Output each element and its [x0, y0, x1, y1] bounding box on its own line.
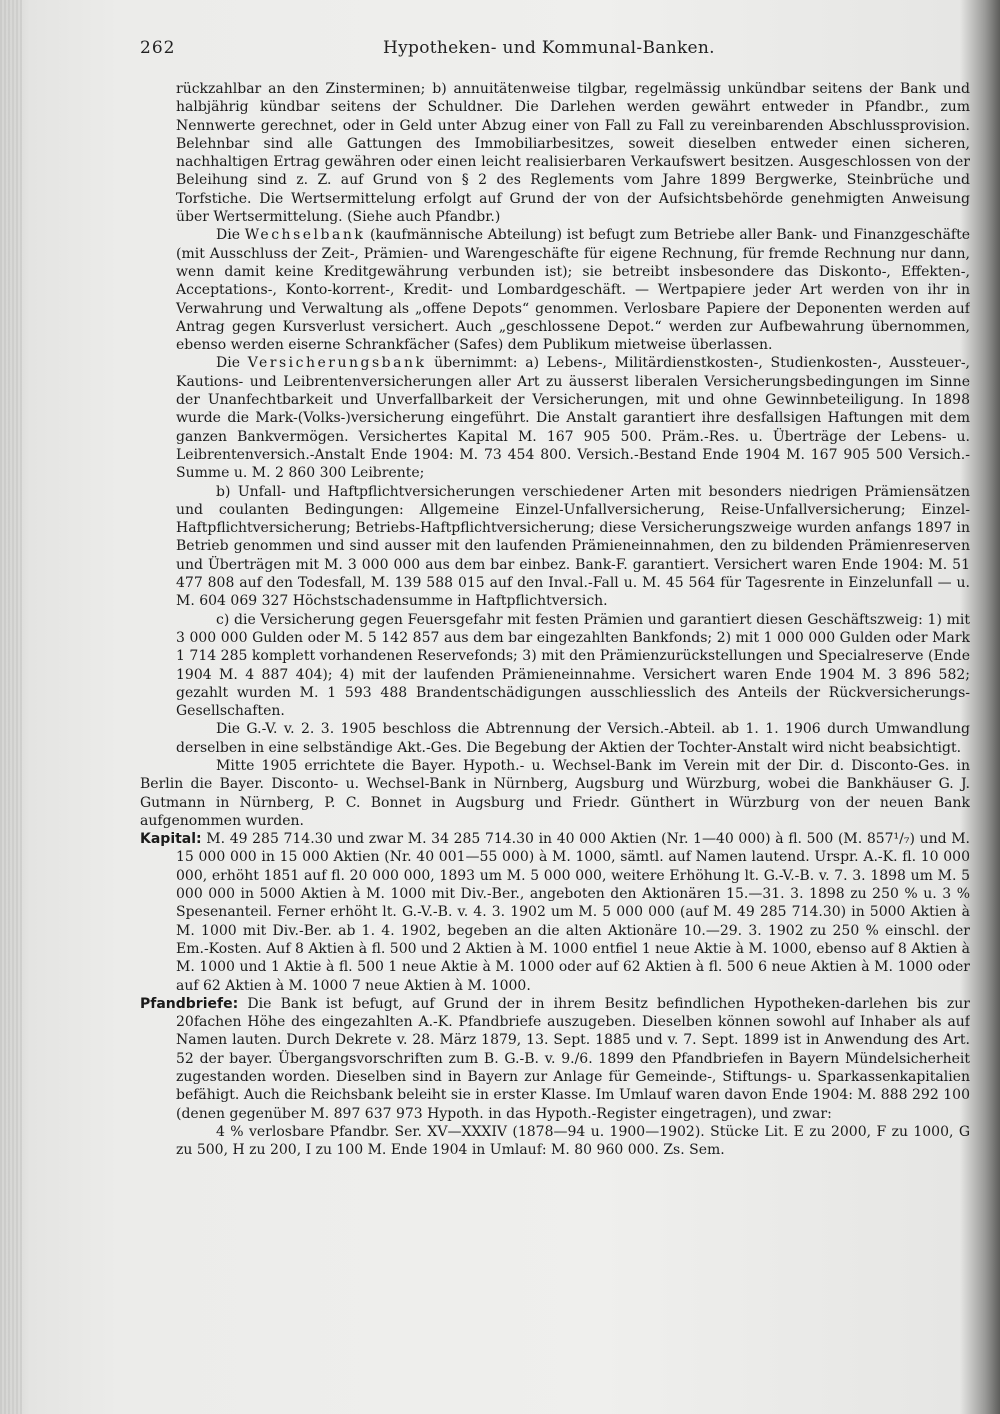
paragraph-feuer [140, 611, 970, 721]
paragraph-text: (kaufmännische Abteilung) ist befugt zum Betriebe aller Bank- und Finanzgeschäfte (mit Ausschluss der Zeit-, Prämien- und Warengeschäfte für eigene Rechnung, für fremde Rechnung nur dann, wenn damit keine Kreditgewährung verbunden ist); sie betreibt insbesondere das Diskonto-, Effekten-, Acceptations-, Konto-korrent-, Kredit- und Lombardgeschäft. — Wertpapiere jeder Art werden von ihr in Verwahrung und Verwaltung als „offene Depots“ genommen. Verlosbare Papiere der Deponenten werden auf Antrag gegen Kursverlust versichert. Auch „geschlossene Depot.“ werden zur Aufbewahrung übernommen, ebenso werden eiserne Schrankfächer (Safes) dem Publikum mietweise überlassen. [176, 227, 970, 354]
paragraph-text: rückzahlbar an den Zinsterminen; b) annuitätenweise tilgbar, regelmässig unkündbar seitens der Bank und halbjährig kündbar seitens der Schuldner. Die Darlehen werden gewährt entweder in Pfandbr., zum Nennwerte gerechnet, oder in Geld unter Abzug einer von Fall zu Fall zu vereinbarenden Abschlussprovision. Belehnbar sind alle Gattungen des Immobiliarbesitzes, soweit dieselben entweder einen sicheren, nachhaltigen Ertrag gewähren oder einen leicht realisierbaren Verkaufswert besitzen. Ausgeschlossen von der Beleihung sind z. Z. auf Grund von § 2 des Reglements vom Jahre 1899 Bergwerke, Steinbrüche und Torfstiche. Die Wertsermittelung erfolgt auf Grund der von der Aufsichtsbehörde genehmigten Anweisung über Wertsermittelung. (Siehe auch Pfandbr.) [176, 81, 970, 226]
section-heading-pfandbriefe: Pfandbriefe: [140, 995, 239, 1012]
paragraph-text: Die Bank ist befugt, auf Grund der in ihrem Besitz befindlichen Hypotheken-darlehen bis zur 20fachen Höhe des eingezahlten A.-K. Pfandbriefe auszugeben. Dieselben können sowohl auf Inhaber als auf Namen lauten. Durch Dekrete v. 28. März 1879, 13. Sept. 1885 und v. 7. Sept. 1899 ist in Anwendung des Art. 52 der bayer. Übergangsvorschriften zum B. G.-B. v. 9./6. 1899 den Pfandbriefen in Bayern Mündelsicherheit zugestanden worden. Dieselben sind in Bayern zur Anlage für Gemeinde-, Stiftungs- u. Sparkassenkapitalien befähigt. Auch die Reichsbank beleiht sie in erster Klasse. Im Umlauf waren davon Ende 1904: M. 888 292 100 (denen gegenüber M. 897 637 973 Hypoth. in das Hypoth.-Register eingetragen), und zwar: [176, 995, 970, 1122]
paragraph-versicherungsbank [140, 354, 970, 482]
spaced-term: Versicherungsbank [247, 355, 427, 372]
paragraph-lead: Die [216, 227, 245, 244]
paragraph-lead: Die [216, 355, 248, 372]
paragraph-disconto [140, 757, 970, 830]
paragraph-text: M. 49 285 714.30 und zwar M. 34 285 714.30 in 40 000 Aktien (Nr. 1—40 000) à fl. 500 (M. 857¹/₇) und M. 15 000 000 in 15 000 Aktien (Nr. 40 001—55 000) à M. 1000, sämtl. auf Namen lautend. Urspr. A.-K. fl. 10 000 000, erhöht 1851 auf fl. 20 000 000, 1893 um M. 5 000 000, weitere Erhöhung lt. G.-V.-B. v. 7. 3. 1898 um M. 5 000 000 in 5000 Aktien à M. 1000 mit Div.-Ber., angeboten den Aktionären 15.—31. 3. 1898 zu 250 % u. 3 % Spesenanteil. Ferner erhöht lt. G.-V.-B. v. 4. 3. 1902 um M. 5 000 000 (auf M. 49 285 714.30) in 5000 Aktien à M. 1000 mit Div.-Ber. ab 1. 4. 1902, begeben an die alten Aktionäre 10.—29. 3. 1902 zu 250 % einschl. der Em.-Kosten. Auf 8 Aktien à fl. 500 und 2 Aktien à M. 1000 entfiel 1 neue Aktie à M. 1000, ebenso auf 8 Aktien à M. 1000 und 1 Aktie à fl. 500 1 neue Aktie à M. 1000 oder auf 62 Aktien à fl. 500 6 neue Aktien à M. 1000 oder auf 62 Aktien à M. 1000 7 neue Aktien à M. 1000. [176, 831, 970, 994]
paragraph-text: übernimmt: a) Lebens-, Militärdienstkosten-, Studienkosten-, Aussteuer-, Kautions- und Leibrentenversicherungen aller Art zu äusserst liberalen Versicherungsbedingungen im Sinne der Unanfechtbarkeit und Unverfallbarkeit der Versicherungen, mit und ohne Gewinnbeteiligung. In 1898 wurde die Mark-(Volks-)versicherung eingeführt. Die Anstalt garantiert ihre desfallsigen Haftungen mit dem ganzen Bankvermögen. Versichertes Kapital M. 167 905 500. Präm.-Res. u. Überträge der Lebens- u. Leibrentenversich.-Anstalt Ende 1904: M. 73 454 800. Versich.-Bestand Ende 1904 M. 167 905 500 Versich.-Summe u. M. 2 860 300 Leibrente; [176, 355, 970, 482]
body-text [140, 80, 970, 1400]
section-heading-kapital: Kapital: [140, 831, 202, 848]
paragraph-wechselbank [140, 226, 970, 354]
paragraph-pfandbriefe [140, 995, 970, 1123]
paragraph-text: c) die Versicherung gegen Feuersgefahr mit festen Prämien und garantiert diesen Geschäftszweig: 1) mit 3 000 000 Gulden oder M. 5 142 857 aus dem bar eingezahlten Bankfonds; 2) mit 1 000 000 Gulden oder Mark 1 714 285 komplett vorhandenen Reservefonds; 3) mit den Prämienzurückstellungen und Specialreserve (Ende 1904 M. 4 887 404); 4) mit der laufenden Prämieneinnahme. Versichert waren Ende 1904 M. 3 896 582; gezahlt wurden M. 1 593 488 Brandentschädigungen ausschliesslich des Anteils der Rückversicherungs-Gesellschaften. [176, 611, 970, 720]
paragraph-gv-beschluss [140, 720, 970, 757]
paragraph-text: Mitte 1905 errichtete die Bayer. Hypoth.- u. Wechsel-Bank im Verein mit der Dir. d. Disconto-Ges. in Berlin die Bayer. Disconto- u. Wechsel-Bank in Nürnberg, Augsburg und Würzburg, wobei die Bankhäuser G. J. Gutmann in Nürnberg, P. C. Bonnet in Augsburg und Friedr. Günthert in Würzburg von der neuen Bank aufgenommen wurden. [140, 757, 970, 829]
running-title: Hypotheken- und Kommunal-Banken. [383, 38, 715, 58]
paragraph-loan-terms [140, 80, 970, 226]
page-number: 262 [140, 38, 176, 58]
paragraph-pfandbr-serie [140, 1123, 970, 1160]
page-binding-edge [0, 0, 22, 1414]
paragraph-unfall [140, 483, 970, 611]
spaced-term: Wechselbank [244, 227, 366, 244]
page-header [140, 38, 970, 66]
paragraph-text: 4 % verlosbare Pfandbr. Ser. XV—XXXIV (1878—94 u. 1900—1902). Stücke Lit. E zu 2000, F zu 1000, G zu 500, H zu 200, I zu 100 M. Ende 1904 in Umlauf: M. 80 960 000. Zs. Sem. [176, 1123, 970, 1159]
paragraph-text: b) Unfall- und Haftpflichtversicherungen verschiedener Arten mit besonders niedrigen Prämiensätzen und coulanten Bedingungen: Allgemeine Einzel-Unfallversicherung, Reise-Unfallversicherung; Einzel-Haftpflichtversicherung; Betriebs-Haftpflichtversicherung; diese Versicherungszweige wurden anfangs 1897 in Betrieb genommen und sind ausser mit den laufenden Prämieneinnahmen, den zu bildenden Prämienreserven und Überträgen mit M. 3 000 000 aus dem bar einbez. Bank-F. garantiert. Versichert waren Ende 1904: M. 51 477 808 auf den Todesfall, M. 139 588 015 auf den Inval.-Fall u. M. 45 564 für Tagesrente in Einzelunfall — u. M. 604 069 327 Höchstschadensumme in Haftpflichtversich. [176, 483, 970, 610]
paragraph-kapital [140, 830, 970, 995]
paragraph-text: Die G.-V. v. 2. 3. 1905 beschloss die Abtrennung der Versich.-Abteil. ab 1. 1. 1906 durch Umwandlung derselben in eine selbständige Akt.-Ges. Die Begebung der Aktien der Tochter-Anstalt wird nicht beabsichtigt. [176, 721, 970, 756]
